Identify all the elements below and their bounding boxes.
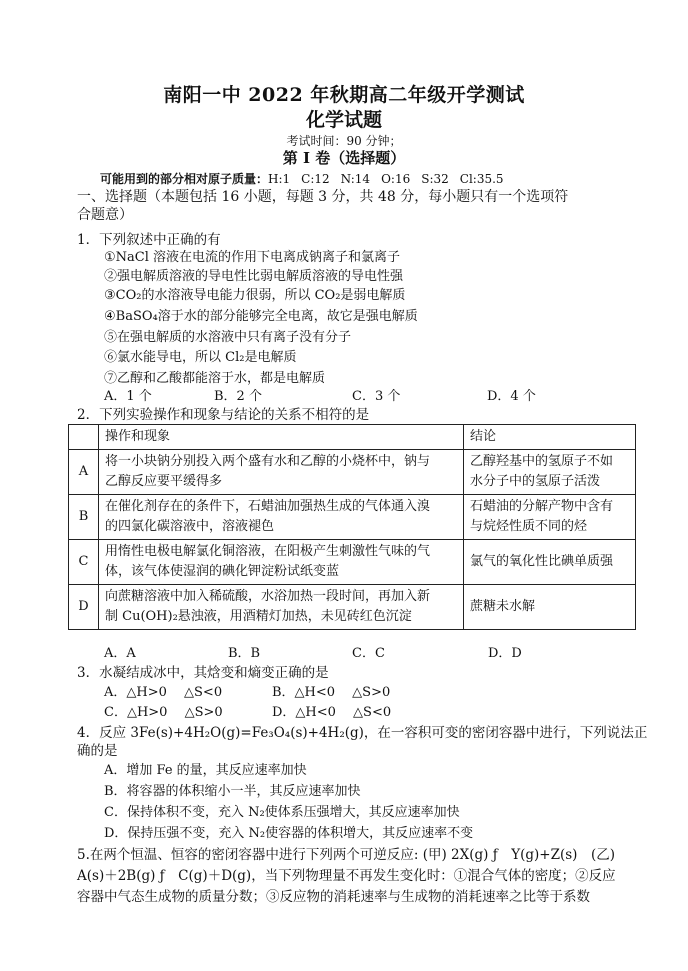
q3-options-row1 (104, 684, 390, 702)
table-row (69, 495, 636, 540)
cell-line: 制 Cu(OH)₂悬浊液，用酒精灯加热，未见砖红色沉淀 (105, 609, 412, 624)
atomic-mass: S:32 (421, 172, 449, 186)
q1-option-a: A．1 个 (104, 389, 152, 404)
cell-line: 的四氯化碳溶液中，溶液褪色 (105, 519, 275, 534)
cell-line: 用惰性电极电解氯化铜溶液，在阳极产生刺激性气味的气 (105, 544, 431, 559)
q1-item: ⑤在强电解质的水溶液中只有离子没有分子 (104, 330, 352, 345)
row-label: B (69, 495, 99, 540)
cell-line: 蔗糖未水解 (470, 599, 536, 614)
cell-line: 乙醇羟基中的氢原子不如 (470, 454, 614, 469)
cell-line: 氯气的氧化性比碘单质强 (470, 554, 614, 569)
q3-option-d: D．△H<0 △S<0 (272, 705, 392, 720)
cell-line: 与烷烃性质不同的烃 (470, 519, 588, 534)
q2-table (68, 424, 636, 630)
row-operation (99, 495, 464, 540)
q3-option-c: C．△H>0 △S>0 (104, 705, 223, 720)
atomic-mass: N:14 (340, 172, 371, 186)
q1-options (104, 388, 536, 406)
q4-option-b: B．将容器的体积缩小一半，其反应速率加快 (104, 784, 361, 799)
q5-line: 5.在两个恒温、恒容的密闭容器中进行下列两个可逆反应: (甲) 2X(g) ƒ Y(g)+Z(s) (乙) (77, 847, 615, 863)
q1-item: ⑥氯水能导电，所以 Cl₂是电解质 (104, 350, 297, 365)
q2-option-c: C．C (352, 646, 385, 661)
q2-option-b: B．B (228, 646, 261, 661)
q3-option-b: B．△H<0 △S>0 (272, 685, 391, 700)
q2-option-d: D．D (488, 646, 522, 661)
part-heading: 第 I 卷（选择题） (282, 149, 406, 167)
table-row (69, 585, 636, 630)
exam-title: 南阳一中 2022 年秋期高二年级开学测试 (163, 84, 525, 106)
q1-stem: 1．下列叙述中正确的有 (77, 232, 221, 248)
table-header-row (69, 425, 636, 450)
cell-line: 体，该气体使湿润的碘化钾淀粉试纸变蓝 (105, 564, 340, 579)
row-operation (99, 585, 464, 630)
section-heading: 一、选择题（本题包括 16 小题，每题 3 分，共 48 分，每小题只有一个选项符 (77, 189, 569, 205)
cell-line: 将一小块钠分别投入两个盛有水和乙醇的小烧杯中，钠与 (105, 454, 431, 469)
q1-item: ①NaCl 溶液在电流的作用下电离成钠离子和氯离子 (104, 250, 401, 265)
q3-options-row2 (104, 704, 391, 722)
cell-line: 水分子中的氢原子活泼 (470, 474, 601, 489)
row-operation (99, 540, 464, 585)
row-operation (99, 450, 464, 495)
atomic-masses-label: 可能用到的部分相对原子质量： (100, 172, 269, 186)
q1-option-b: B．2 个 (214, 389, 262, 404)
q1-option-c: C．3 个 (352, 389, 401, 404)
cell-line: 在催化剂存在的条件下，石蜡油加强热生成的气体通入溴 (105, 499, 431, 514)
section-heading-cont: 合题意） (77, 207, 133, 223)
q3-option-a: A．△H>0 △S<0 (104, 685, 223, 700)
q4-stem-cont: 确的是 (77, 743, 118, 759)
row-conclusion (464, 450, 636, 495)
atomic-mass: H:1 (268, 172, 291, 186)
cell-line: 石蜡油的分解产物中含有 (470, 499, 614, 514)
cell-line: 乙醇反应要平缓得多 (105, 474, 223, 489)
row-label: D (69, 585, 99, 630)
q4-option-a: A．增加 Fe 的量，其反应速率加快 (104, 763, 307, 778)
table-header-cell (69, 425, 99, 450)
q1-item: ②强电解质溶液的导电性比弱电解质溶液的导电性强 (104, 269, 404, 284)
row-label: C (69, 540, 99, 585)
atomic-mass: C:12 (301, 172, 330, 186)
q3-stem: 3．水凝结成冰中，其焓变和熵变正确的是 (77, 665, 329, 681)
q2-options (104, 645, 522, 663)
exam-time: 考试时间：90 分钟； (286, 134, 402, 148)
row-conclusion (464, 495, 636, 540)
row-conclusion (464, 540, 636, 585)
q1-option-d: D．4 个 (487, 389, 536, 404)
atomic-masses (100, 170, 515, 188)
atomic-mass: Cl:35.5 (459, 172, 504, 186)
table-header-cell: 操作和现象 (99, 425, 464, 450)
atomic-mass: O:16 (381, 172, 411, 186)
exam-subtitle: 化学试题 (305, 109, 382, 131)
q4-stem: 4．反应 3Fe(s)+4H₂O(g)=Fe₃O₄(s)+4H₂(g)，在一容积可变的密闭容器中进行，下列说法正 (77, 725, 648, 741)
q2-stem: 2．下列实验操作和现象与结论的关系不相符的是 (77, 407, 370, 423)
table-row (69, 450, 636, 495)
row-label: A (69, 450, 99, 495)
q5-line: 容器中气态生成物的质量分数；③反应物的消耗速率与生成物的消耗速率之比等于系数 (77, 889, 590, 905)
cell-line: 向蔗糖溶液中加入稀硫酸，水浴加热一段时间，再加入新 (105, 589, 431, 604)
q1-item: ③CO₂的水溶液导电能力很弱，所以 CO₂是弱电解质 (104, 288, 406, 303)
q1-item: ④BaSO₄溶于水的部分能够完全电离，故它是强电解质 (104, 309, 418, 324)
table-header-cell: 结论 (464, 425, 636, 450)
row-conclusion (464, 585, 636, 630)
q2-option-a: A．A (104, 646, 136, 661)
q5-line: A(s)＋2B(g) ƒ C(g)＋D(g)，当下列物理量不再发生变化时：①混合气体的密度；②反应 (77, 868, 616, 884)
q4-option-c: C．保持体积不变，充入 N₂使体系压强增大，其反应速率加快 (104, 805, 460, 820)
q4-option-d: D．保持压强不变，充入 N₂使容器的体积增大，其反应速率不变 (104, 826, 474, 841)
table-row (69, 540, 636, 585)
q1-item: ⑦乙醇和乙酸都能溶于水，都是电解质 (104, 371, 326, 386)
